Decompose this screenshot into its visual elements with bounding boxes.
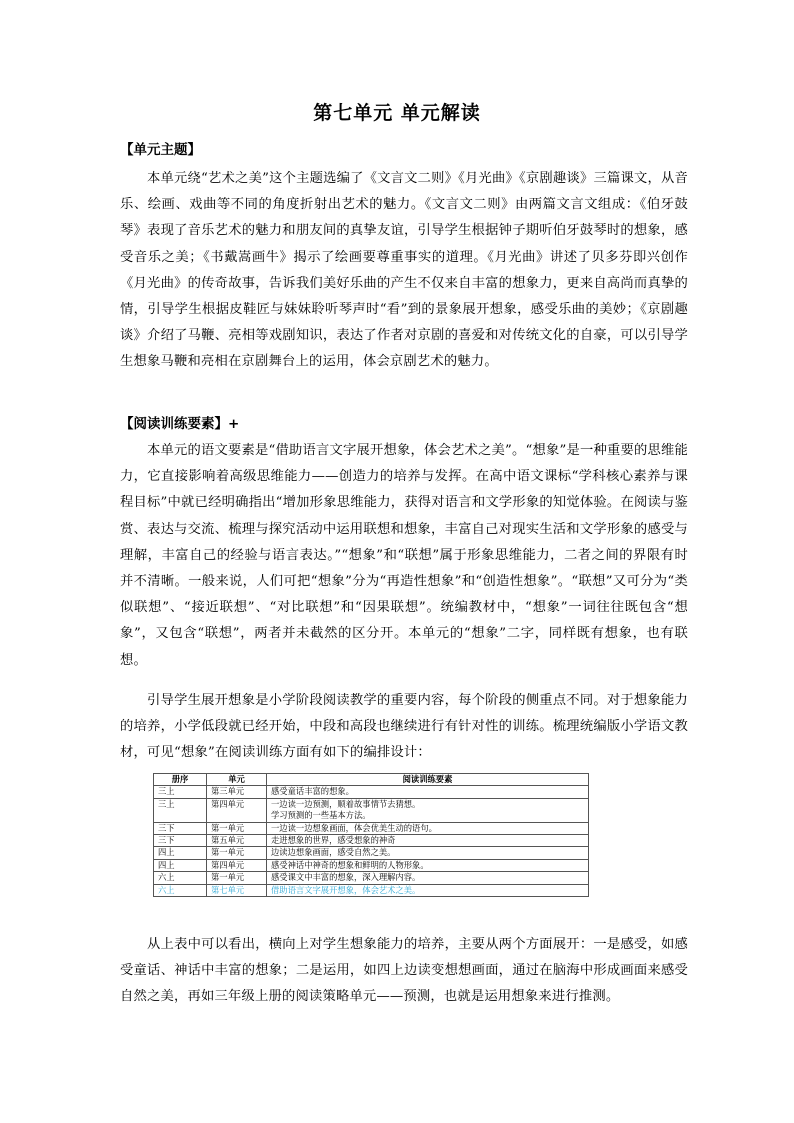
header-unit: 单元 — [207, 774, 267, 786]
cell-content — [267, 798, 589, 822]
cell-unit: 第一单元 — [207, 872, 267, 884]
table-row — [154, 798, 589, 822]
section-heading-unit-theme: 【单元主题】 — [120, 142, 201, 158]
cell-unit: 第四单元 — [207, 859, 267, 871]
cell-content — [267, 859, 589, 871]
paragraph-table-analysis — [120, 932, 688, 1011]
cell-grade: 四上 — [154, 847, 207, 859]
cell-content — [267, 835, 589, 847]
paragraph-text: 本单元的语文要素是“借助语言文字展开想象，体会艺术之美”。“想象”是一种重要的思维能力，它直接影响着高级思维能力——创造力的培养与发挥。在高中语文课标“学科核心素养与课程目标”中就已经明确指出“增加形象思维能力，获得对语言和文学形象的知觉体验。在阅读与鉴赏、表达与交流、梳理与探究活动中运用联想和想象，丰富自己对现实生活和文学形象的感受与理解，丰富自己的经验与语言表达。”“想象”和“联想”属于形象思维能力，二者之间的界限有时并不清晰。一般来说，人们可把“想象”分为“再造性想象”和“创造性想象”。“联想”又可分为“类似联想”、“接近联想”、“对比联想”和“因果联想”。统编教材中，“想象”一词往往既包含“想象”，又包含“联想”，两者并未截然的区分开。本单元的“想象”二字，同样既有想象，也有联想。 — [120, 443, 688, 668]
reading-elements-table — [153, 773, 589, 897]
cell-content — [267, 786, 589, 798]
cell-unit: 第一单元 — [207, 847, 267, 859]
table-row — [154, 822, 589, 834]
paragraph-unit-theme — [120, 166, 688, 376]
cell-unit: 第一单元 — [207, 822, 267, 834]
content-line: 一边读一边想象画面，体会优美生动的语句。 — [271, 822, 437, 833]
cell-grade: 六上 — [154, 884, 207, 896]
table-row — [154, 786, 589, 798]
section-heading-reading-elements: 【阅读训练要素】+ — [120, 416, 240, 432]
cell-content — [267, 847, 589, 859]
cell-unit: 第五单元 — [207, 835, 267, 847]
cell-grade: 三下 — [154, 835, 207, 847]
table-row — [154, 872, 589, 884]
cell-grade: 三上 — [154, 786, 207, 798]
content-line: 感受神话中神奇的想象和鲜明的人物形象。 — [271, 859, 429, 870]
content-line: 感受童话丰富的想象。 — [271, 786, 354, 797]
cell-content — [267, 822, 589, 834]
content-line: 走进想象的世界，感受想象的神奇 — [271, 835, 396, 846]
cell-content — [267, 884, 589, 896]
paragraph-reading-elements-2 — [120, 688, 688, 767]
table-row — [154, 847, 589, 859]
content-line: 感受课文中丰富的想象，深入理解内容。 — [271, 872, 421, 883]
page-title: 第七单元 单元解读 — [313, 102, 481, 124]
cell-grade: 六上 — [154, 872, 207, 884]
cell-unit: 第七单元 — [207, 884, 267, 896]
cell-content — [267, 872, 589, 884]
header-grade: 册序 — [154, 774, 207, 786]
paragraph-reading-elements-1 — [120, 438, 688, 674]
content-line: 边读边想象画面，感受自然之美。 — [271, 847, 396, 858]
paragraph-text: 从上表中可以看出，横向上对学生想象能力的培养，主要从两个方面展开：一是感受，如感受童话、神话中丰富的想象；二是运用，如四上边读变想想画面，通过在脑海中形成画面来感受自然之美，再如三年级上册的阅读策略单元——预测，也就是运用想象来进行推测。 — [120, 937, 688, 1005]
table-header-row — [154, 774, 589, 786]
cell-grade: 四上 — [154, 859, 207, 871]
paragraph-text: 本单元绕“艺术之美”这个主题选编了《文言文二则》《月光曲》《京剧趣谈》三篇课文，从音乐、绘画、戏曲等不同的角度折射出艺术的魅力。《文言文二则》由两篇文言文组成：《伯牙鼓琴》表现了音乐艺术的魅力和朋友间的真挚友谊，引导学生根据钟子期听伯牙鼓琴时的想象，感受音乐之美；《书戴嵩画牛》揭示了绘画要尊重事实的道理。《月光曲》讲述了贝多芬即兴创作《月光曲》的传奇故事，告诉我们美好乐曲的产生不仅来自丰富的想象力，更来自高尚而真挚的情，引导学生根据皮鞋匠与妹妹聆听琴声时“看”到的景象展开想象，感受乐曲的美妙；《京剧趣谈》介绍了马鞭、亮相等戏剧知识，表达了作者对京剧的喜爱和对传统文化的自豪，可以引导学生想象马鞭和亮相在京剧舞台上的运用，体会京剧艺术的魅力。 — [120, 171, 688, 370]
header-content: 阅读训练要素 — [267, 774, 589, 786]
paragraph-text: 引导学生展开想象是小学阶段阅读教学的重要内容，每个阶段的侧重点不同。对于想象能力的培养，小学低段就已经开始，中段和高段也继续进行有针对性的训练。梳理统编版小学语文教材，可见“想象”在阅读训练方面有如下的编排设计： — [120, 693, 688, 761]
cell-unit: 第四单元 — [207, 798, 267, 822]
content-line: 一边读一边预测，顺着故事情节去猜想。 — [271, 798, 421, 809]
cell-grade: 三上 — [154, 798, 207, 822]
table-row-highlighted — [154, 884, 589, 896]
cell-grade: 三下 — [154, 822, 207, 834]
content-line: 学习预测的一些基本方法。 — [271, 810, 371, 821]
table-row — [154, 835, 589, 847]
table-row — [154, 859, 589, 871]
cell-unit: 第三单元 — [207, 786, 267, 798]
content-line: 借助语言文字展开想象，体会艺术之美。 — [271, 884, 421, 895]
